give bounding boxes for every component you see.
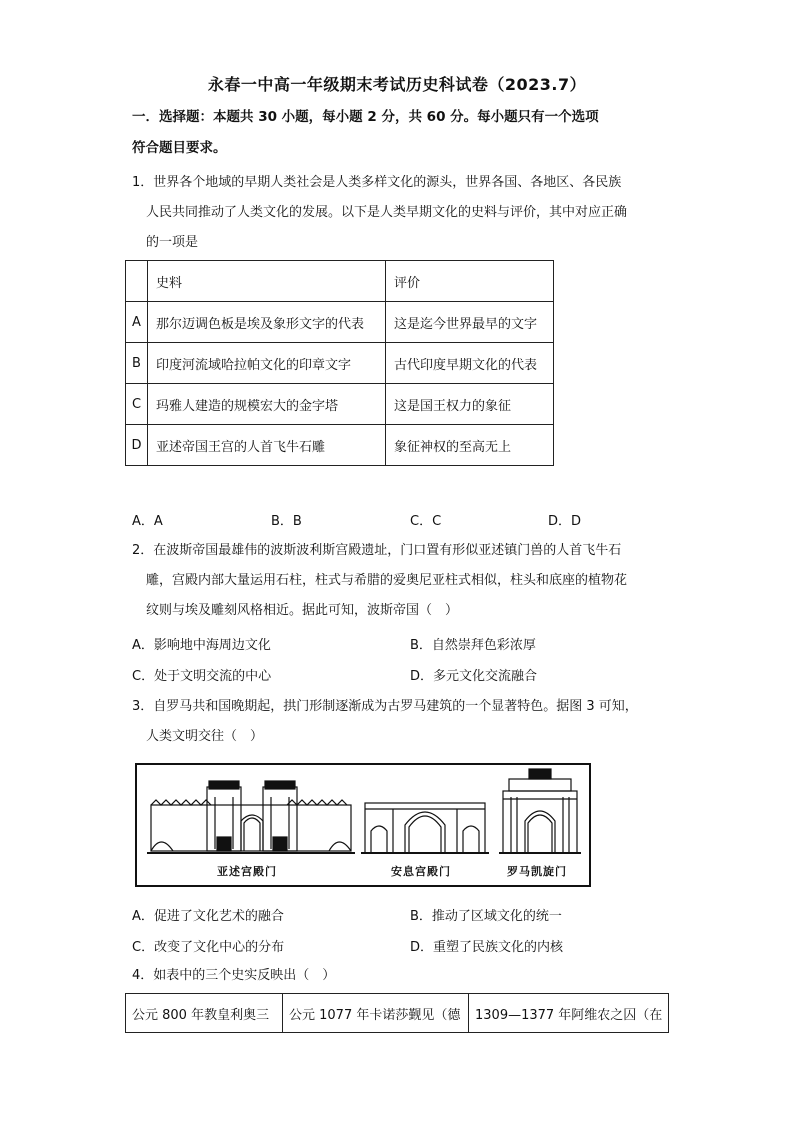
table-header: 史料 (148, 261, 386, 302)
q2-options-row-1 (132, 634, 677, 654)
table-cell: 亚述帝国王宫的人首飞牛石雕 (148, 425, 386, 466)
row-key: B (126, 343, 148, 384)
table-row (126, 343, 554, 384)
question-1 (132, 168, 677, 258)
table-cell: 那尔迈调色板是埃及象形文字的代表 (148, 302, 386, 343)
q1-table (125, 260, 554, 466)
q1-options (132, 510, 677, 530)
table-cell: 印度河流域哈拉帕文化的印章文字 (148, 343, 386, 384)
question-3 (132, 692, 677, 752)
table-cell: 1309—1377 年阿维农之囚（在 (469, 994, 669, 1033)
option-b[interactable]: B．B (271, 514, 302, 529)
option-a[interactable]: A．A (132, 514, 163, 529)
roman-arch-drawing (499, 769, 581, 853)
q4-table (125, 993, 669, 1033)
question-text: 雕，宫殿内部大量运用石柱，柱式与希腊的爱奥尼亚柱式相似，柱头和底座的植物花 (146, 573, 628, 588)
caption-parthian-gate: 安息宫殿门 (391, 865, 451, 878)
question-4 (132, 961, 677, 991)
q2-options-row-2 (132, 665, 677, 685)
table-cell: 这是国王权力的象征 (386, 384, 554, 425)
table-row (126, 302, 554, 343)
option-b[interactable]: B．推动了区域文化的统一 (410, 909, 562, 924)
q3-options-row-2 (132, 936, 677, 956)
table-row (126, 261, 554, 302)
question-text: 纹则与埃及雕刻风格相近。据此可知，波斯帝国（ ） (146, 603, 459, 618)
row-key: A (126, 302, 148, 343)
option-a[interactable]: A．促进了文化艺术的融合 (132, 909, 284, 924)
row-key: C (126, 384, 148, 425)
row-key: D (126, 425, 148, 466)
table-cell (126, 261, 148, 302)
section-line: 一．选择题：本题共 30 小题，每小题 2 分，共 60 分。每小题只有一个选项 (132, 109, 599, 125)
option-d[interactable]: D．重塑了民族文化的内核 (410, 940, 564, 955)
assyrian-gate-drawing (147, 781, 355, 853)
option-b[interactable]: B．自然崇拜色彩浓厚 (410, 638, 536, 653)
caption-roman-arch: 罗马凯旋门 (507, 865, 567, 878)
table-cell: 公元 800 年教皇利奥三 (126, 994, 283, 1033)
table-cell: 玛雅人建造的规模宏大的金字塔 (148, 384, 386, 425)
option-a[interactable]: A．影响地中海周边文化 (132, 638, 271, 653)
section-line: 符合题目要求。 (132, 140, 227, 156)
option-d[interactable]: D．多元文化交流融合 (410, 669, 538, 684)
question-2 (132, 536, 677, 626)
section-heading (132, 102, 672, 164)
option-c[interactable]: C．处于文明交流的中心 (132, 669, 272, 684)
caption-assyrian-gate: 亚述宫殿门 (217, 865, 277, 878)
question-text: 的一项是 (146, 235, 199, 250)
option-d[interactable]: D．D (548, 514, 582, 529)
table-row (126, 994, 669, 1033)
question-text: 4．如表中的三个史实反映出（ ） (132, 968, 336, 983)
question-text: 1．世界各个地域的早期人类社会是人类多样文化的源头，世界各国、各地区、各民族 (132, 175, 622, 190)
table-cell: 这是迄今世界最早的文字 (386, 302, 554, 343)
page-title: 永春一中高一年级期末考试历史科试卷（2023.7） (207, 75, 587, 94)
table-header: 评价 (386, 261, 554, 302)
question-text: 人类文明交往（ ） (146, 729, 264, 744)
option-c[interactable]: C．改变了文化中心的分布 (132, 940, 285, 955)
question-text: 人民共同推动了人类文化的发展。以下是人类早期文化的史料与评价，其中对应正确 (146, 205, 628, 220)
q3-options-row-1 (132, 905, 677, 925)
table-row (126, 384, 554, 425)
gates-figure (135, 763, 591, 887)
table-cell: 古代印度早期文化的代表 (386, 343, 554, 384)
table-cell: 公元 1077 年卡诺莎觐见（德 (283, 994, 469, 1033)
option-c[interactable]: C．C (410, 514, 442, 529)
parthian-gate-drawing (361, 803, 489, 853)
table-row (126, 425, 554, 466)
question-text: 2．在波斯帝国最雄伟的波斯波利斯宫殿遗址，门口置有形似亚述镇门兽的人首飞牛石 (132, 543, 622, 558)
table-cell: 象征神权的至高无上 (386, 425, 554, 466)
question-text: 3．自罗马共和国晚期起，拱门形制逐渐成为古罗马建筑的一个显著特色。据图 3 可知， (132, 699, 638, 714)
